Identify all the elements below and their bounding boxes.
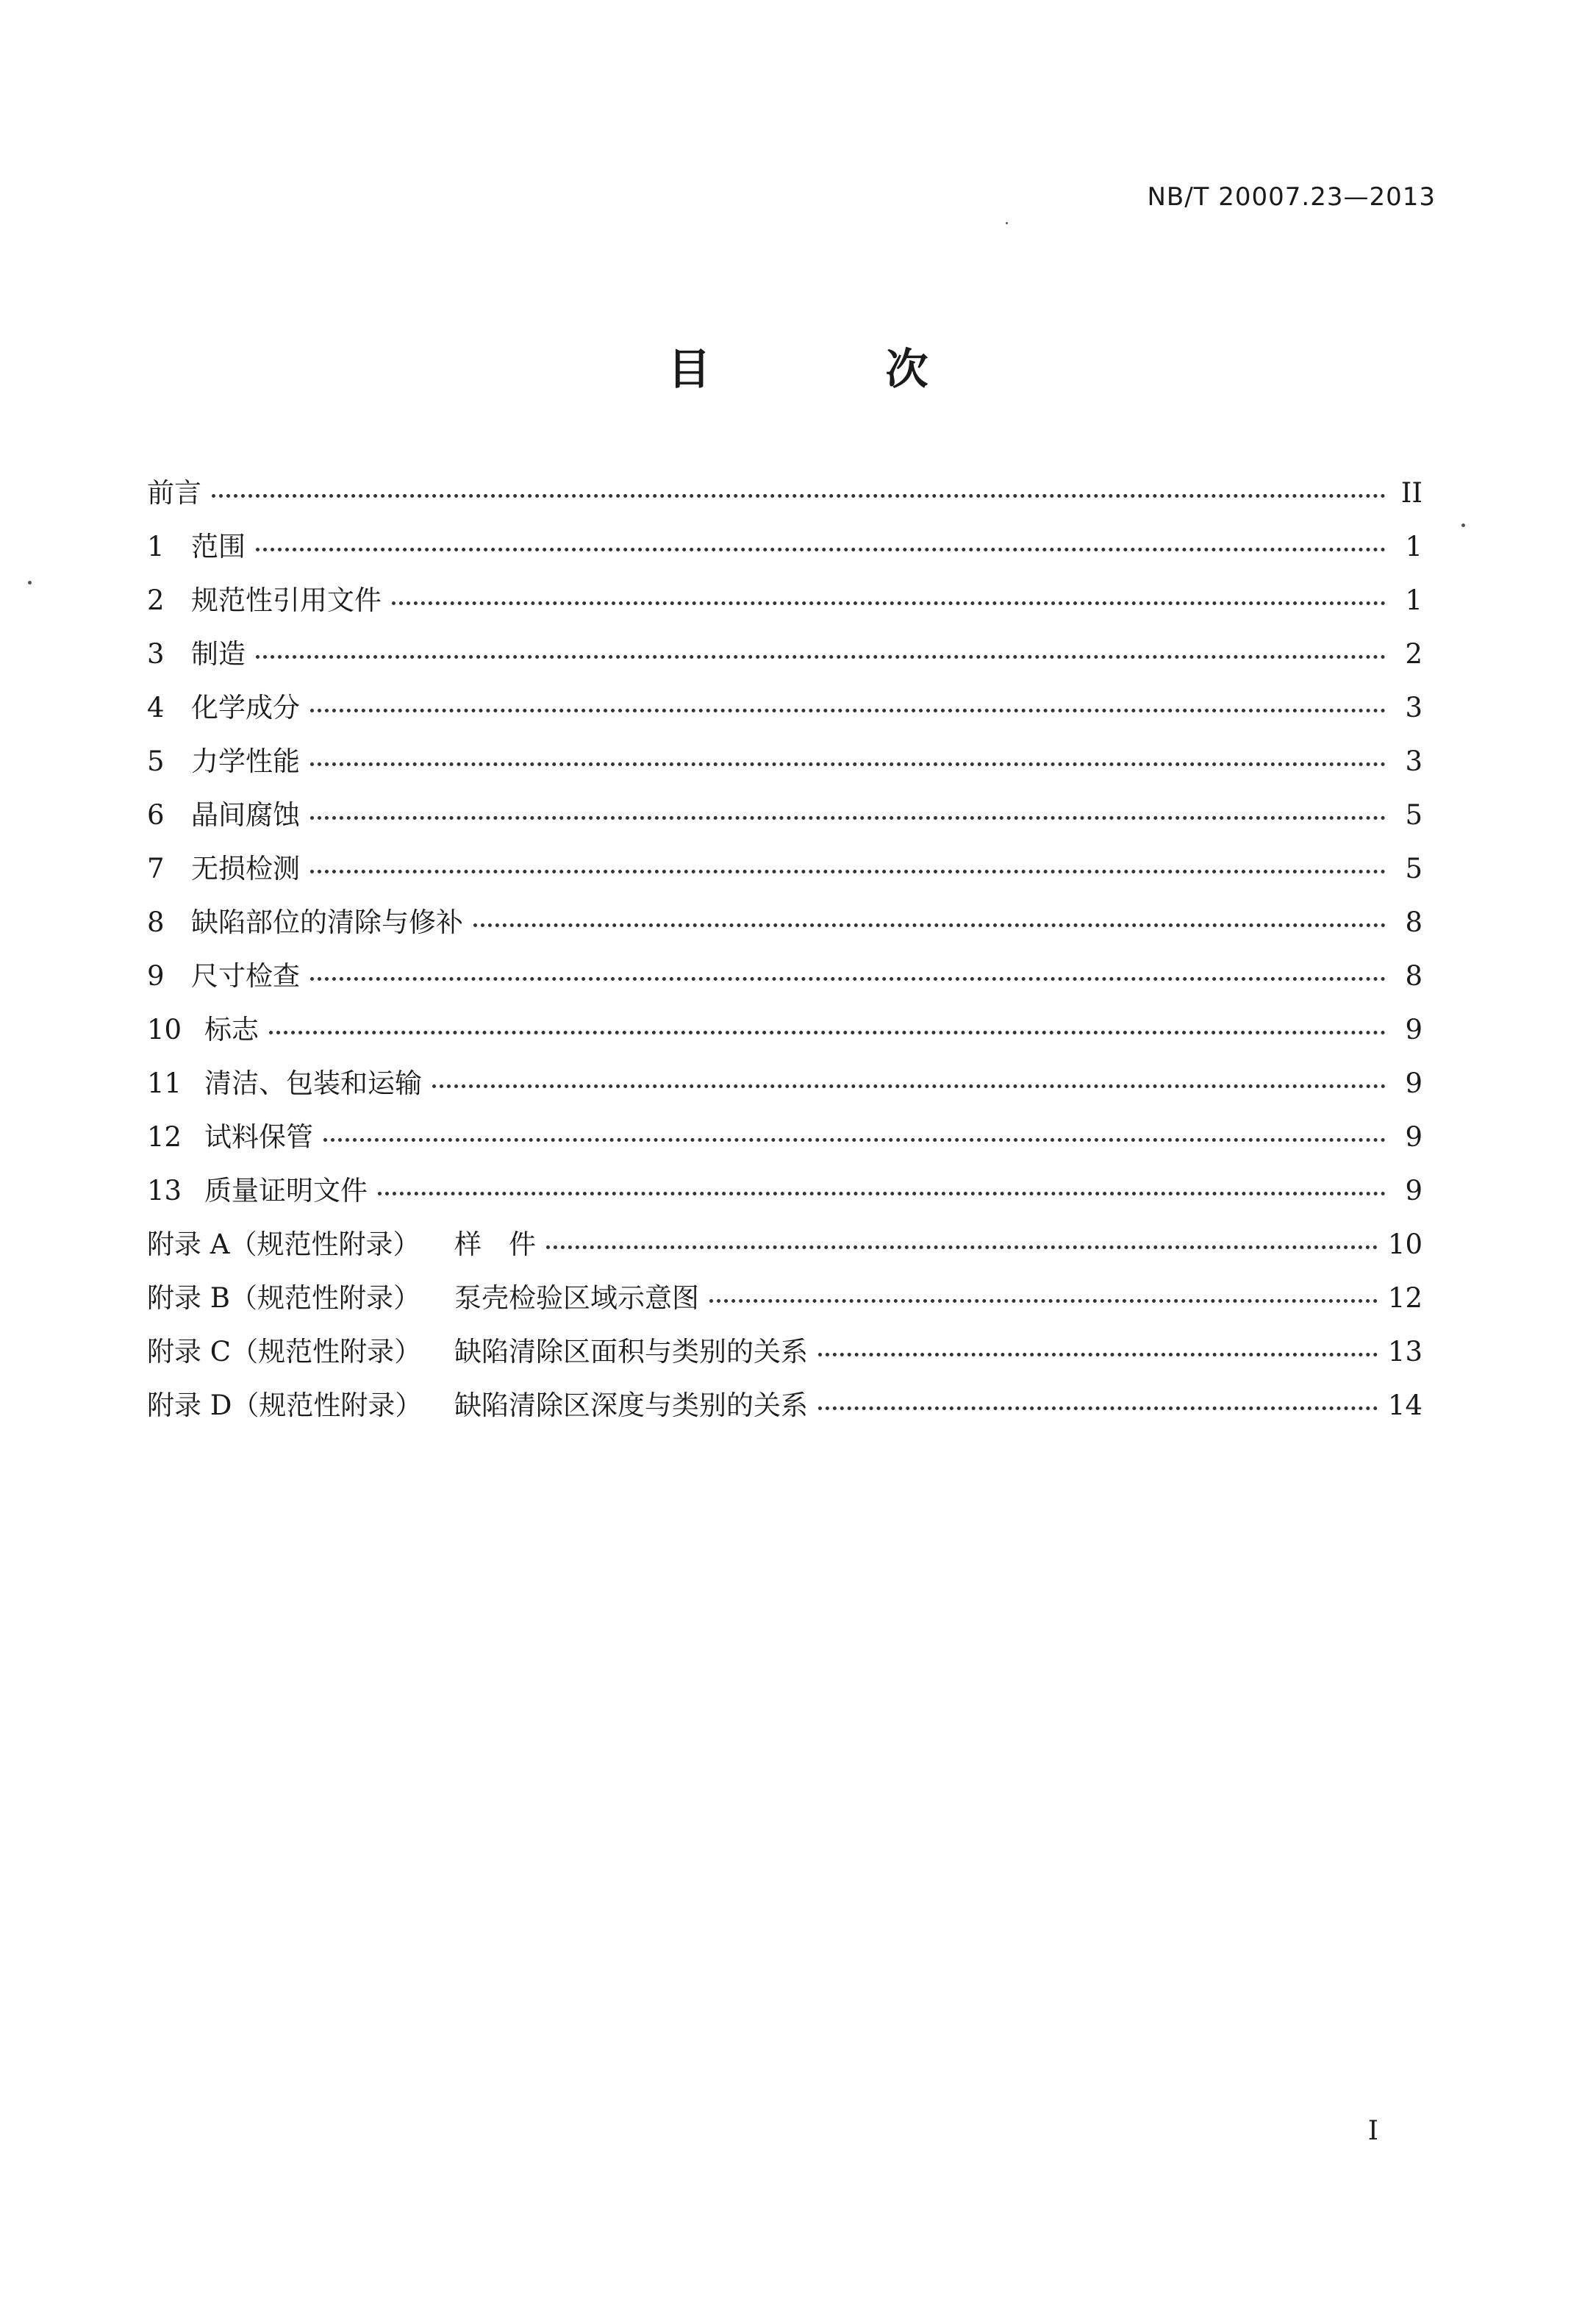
toc-entry-page: 5 bbox=[1405, 853, 1423, 884]
toc-leader-dots bbox=[256, 548, 1386, 551]
toc-entry-number: 3 bbox=[147, 638, 165, 670]
toc-entry-number: 5 bbox=[147, 746, 165, 777]
toc-entry-page: 1 bbox=[1405, 531, 1423, 562]
toc-entry-label: 清洁、包装和运输 bbox=[204, 1068, 422, 1099]
toc-entry-label: 晶间腐蚀 bbox=[191, 799, 300, 831]
toc-entry-page: II bbox=[1400, 477, 1423, 509]
toc-entry-label: 样 件 bbox=[454, 1229, 536, 1260]
toc-leader-dots bbox=[256, 655, 1386, 659]
toc-leader-dots bbox=[432, 1084, 1386, 1088]
toc-entry-7[interactable] bbox=[147, 846, 1423, 900]
toc-entry-number: 8 bbox=[147, 907, 165, 938]
toc-entry-label: 力学性能 bbox=[191, 746, 300, 777]
toc-entry-label: 制造 bbox=[191, 638, 246, 670]
toc-entry-3[interactable] bbox=[147, 632, 1423, 685]
toc-appendix-prefix: 附录 A（规范性附录） bbox=[147, 1229, 421, 1260]
toc-appendix-prefix: 附录 B（规范性附录） bbox=[147, 1282, 421, 1314]
toc-entry-page: 1 bbox=[1405, 584, 1423, 616]
toc-entry-number: 9 bbox=[147, 960, 165, 992]
toc-entry-4[interactable] bbox=[147, 685, 1423, 739]
toc-entry-number: 10 bbox=[147, 1014, 182, 1045]
toc-leader-dots bbox=[818, 1406, 1378, 1410]
toc-leader-dots bbox=[310, 977, 1386, 981]
toc-entry-label: 试料保管 bbox=[204, 1121, 313, 1153]
toc-entry-label: 规范性引用文件 bbox=[191, 584, 382, 616]
toc-entry-label: 化学成分 bbox=[191, 692, 300, 723]
toc-entry-appendix-d[interactable] bbox=[147, 1383, 1423, 1437]
toc-leader-dots bbox=[269, 1031, 1386, 1034]
toc-entry-page: 13 bbox=[1387, 1336, 1423, 1367]
toc-entry-number: 12 bbox=[147, 1121, 182, 1153]
toc-entry-11[interactable] bbox=[147, 1061, 1423, 1115]
toc-appendix-prefix: 附录 C（规范性附录） bbox=[147, 1336, 422, 1367]
toc-entry-page: 3 bbox=[1405, 746, 1423, 777]
toc-leader-dots bbox=[212, 494, 1386, 498]
scan-speck bbox=[1461, 523, 1465, 527]
toc-entry-appendix-c[interactable] bbox=[147, 1329, 1423, 1383]
toc-entry-10[interactable] bbox=[147, 1007, 1423, 1061]
toc-entry-page: 14 bbox=[1387, 1390, 1423, 1421]
toc-entry-6[interactable] bbox=[147, 793, 1423, 846]
toc-entry-page: 8 bbox=[1405, 907, 1423, 938]
toc-entry-label: 标志 bbox=[204, 1014, 259, 1045]
toc-entry-page: 9 bbox=[1405, 1068, 1423, 1099]
toc-entry-number: 7 bbox=[147, 853, 165, 884]
toc-entry-8[interactable] bbox=[147, 900, 1423, 954]
toc-entry-number: 6 bbox=[147, 799, 165, 831]
toc-entry-label: 缺陷清除区深度与类别的关系 bbox=[454, 1390, 808, 1421]
toc-entry-number: 1 bbox=[147, 531, 165, 562]
page-title: 目 次 bbox=[668, 344, 995, 394]
toc-leader-dots bbox=[546, 1245, 1378, 1249]
toc-entry-page: 9 bbox=[1405, 1175, 1423, 1206]
toc-leader-dots bbox=[310, 816, 1386, 820]
page-number: I bbox=[1367, 2116, 1378, 2146]
toc-entry-label: 范围 bbox=[191, 531, 246, 562]
toc-entry-page: 8 bbox=[1405, 960, 1423, 992]
toc-entry-2[interactable] bbox=[147, 578, 1423, 632]
toc-entry-page: 9 bbox=[1405, 1014, 1423, 1045]
toc-entry-13[interactable] bbox=[147, 1168, 1423, 1222]
toc-entry-label: 无损检测 bbox=[191, 853, 300, 884]
toc-entry-page: 12 bbox=[1387, 1282, 1423, 1314]
toc-entry-page: 3 bbox=[1405, 692, 1423, 723]
scan-speck bbox=[1006, 222, 1008, 224]
toc-appendix-prefix: 附录 D（规范性附录） bbox=[147, 1390, 423, 1421]
toc-entry-number: 4 bbox=[147, 692, 165, 723]
toc-leader-dots bbox=[310, 762, 1386, 766]
toc-entry-page: 5 bbox=[1405, 799, 1423, 831]
toc-entry-label: 尺寸检查 bbox=[191, 960, 300, 992]
toc-leader-dots bbox=[378, 1192, 1386, 1195]
toc-leader-dots bbox=[473, 923, 1386, 927]
toc-leader-dots bbox=[323, 1138, 1386, 1142]
toc-entry-label: 前言 bbox=[147, 477, 201, 509]
toc-entry-appendix-b[interactable] bbox=[147, 1276, 1423, 1329]
toc-entry-page: 2 bbox=[1405, 638, 1423, 670]
toc-entry-5[interactable] bbox=[147, 739, 1423, 793]
table-of-contents bbox=[147, 471, 1423, 1437]
toc-entry-number: 2 bbox=[147, 584, 165, 616]
toc-entry-page: 9 bbox=[1405, 1121, 1423, 1153]
toc-leader-dots bbox=[709, 1299, 1378, 1303]
toc-entry-label: 缺陷部位的清除与修补 bbox=[191, 907, 463, 938]
toc-entry-page: 10 bbox=[1387, 1229, 1423, 1260]
toc-entry-appendix-a[interactable] bbox=[147, 1222, 1423, 1276]
toc-entry-label: 泵壳检验区域示意图 bbox=[454, 1282, 699, 1314]
toc-leader-dots bbox=[310, 709, 1386, 712]
toc-entry-9[interactable] bbox=[147, 954, 1423, 1007]
toc-leader-dots bbox=[310, 870, 1386, 873]
toc-entry-foreword[interactable] bbox=[147, 471, 1423, 524]
toc-leader-dots bbox=[392, 601, 1386, 605]
toc-entry-1[interactable] bbox=[147, 524, 1423, 578]
scan-speck bbox=[28, 581, 32, 584]
toc-entry-number: 11 bbox=[147, 1068, 182, 1099]
toc-entry-12[interactable] bbox=[147, 1115, 1423, 1168]
standard-code: NB/T 20007.23—2013 bbox=[1147, 182, 1436, 212]
toc-entry-number: 13 bbox=[147, 1175, 182, 1206]
toc-entry-label: 质量证明文件 bbox=[204, 1175, 368, 1206]
toc-entry-label: 缺陷清除区面积与类别的关系 bbox=[454, 1336, 808, 1367]
toc-leader-dots bbox=[818, 1353, 1378, 1356]
